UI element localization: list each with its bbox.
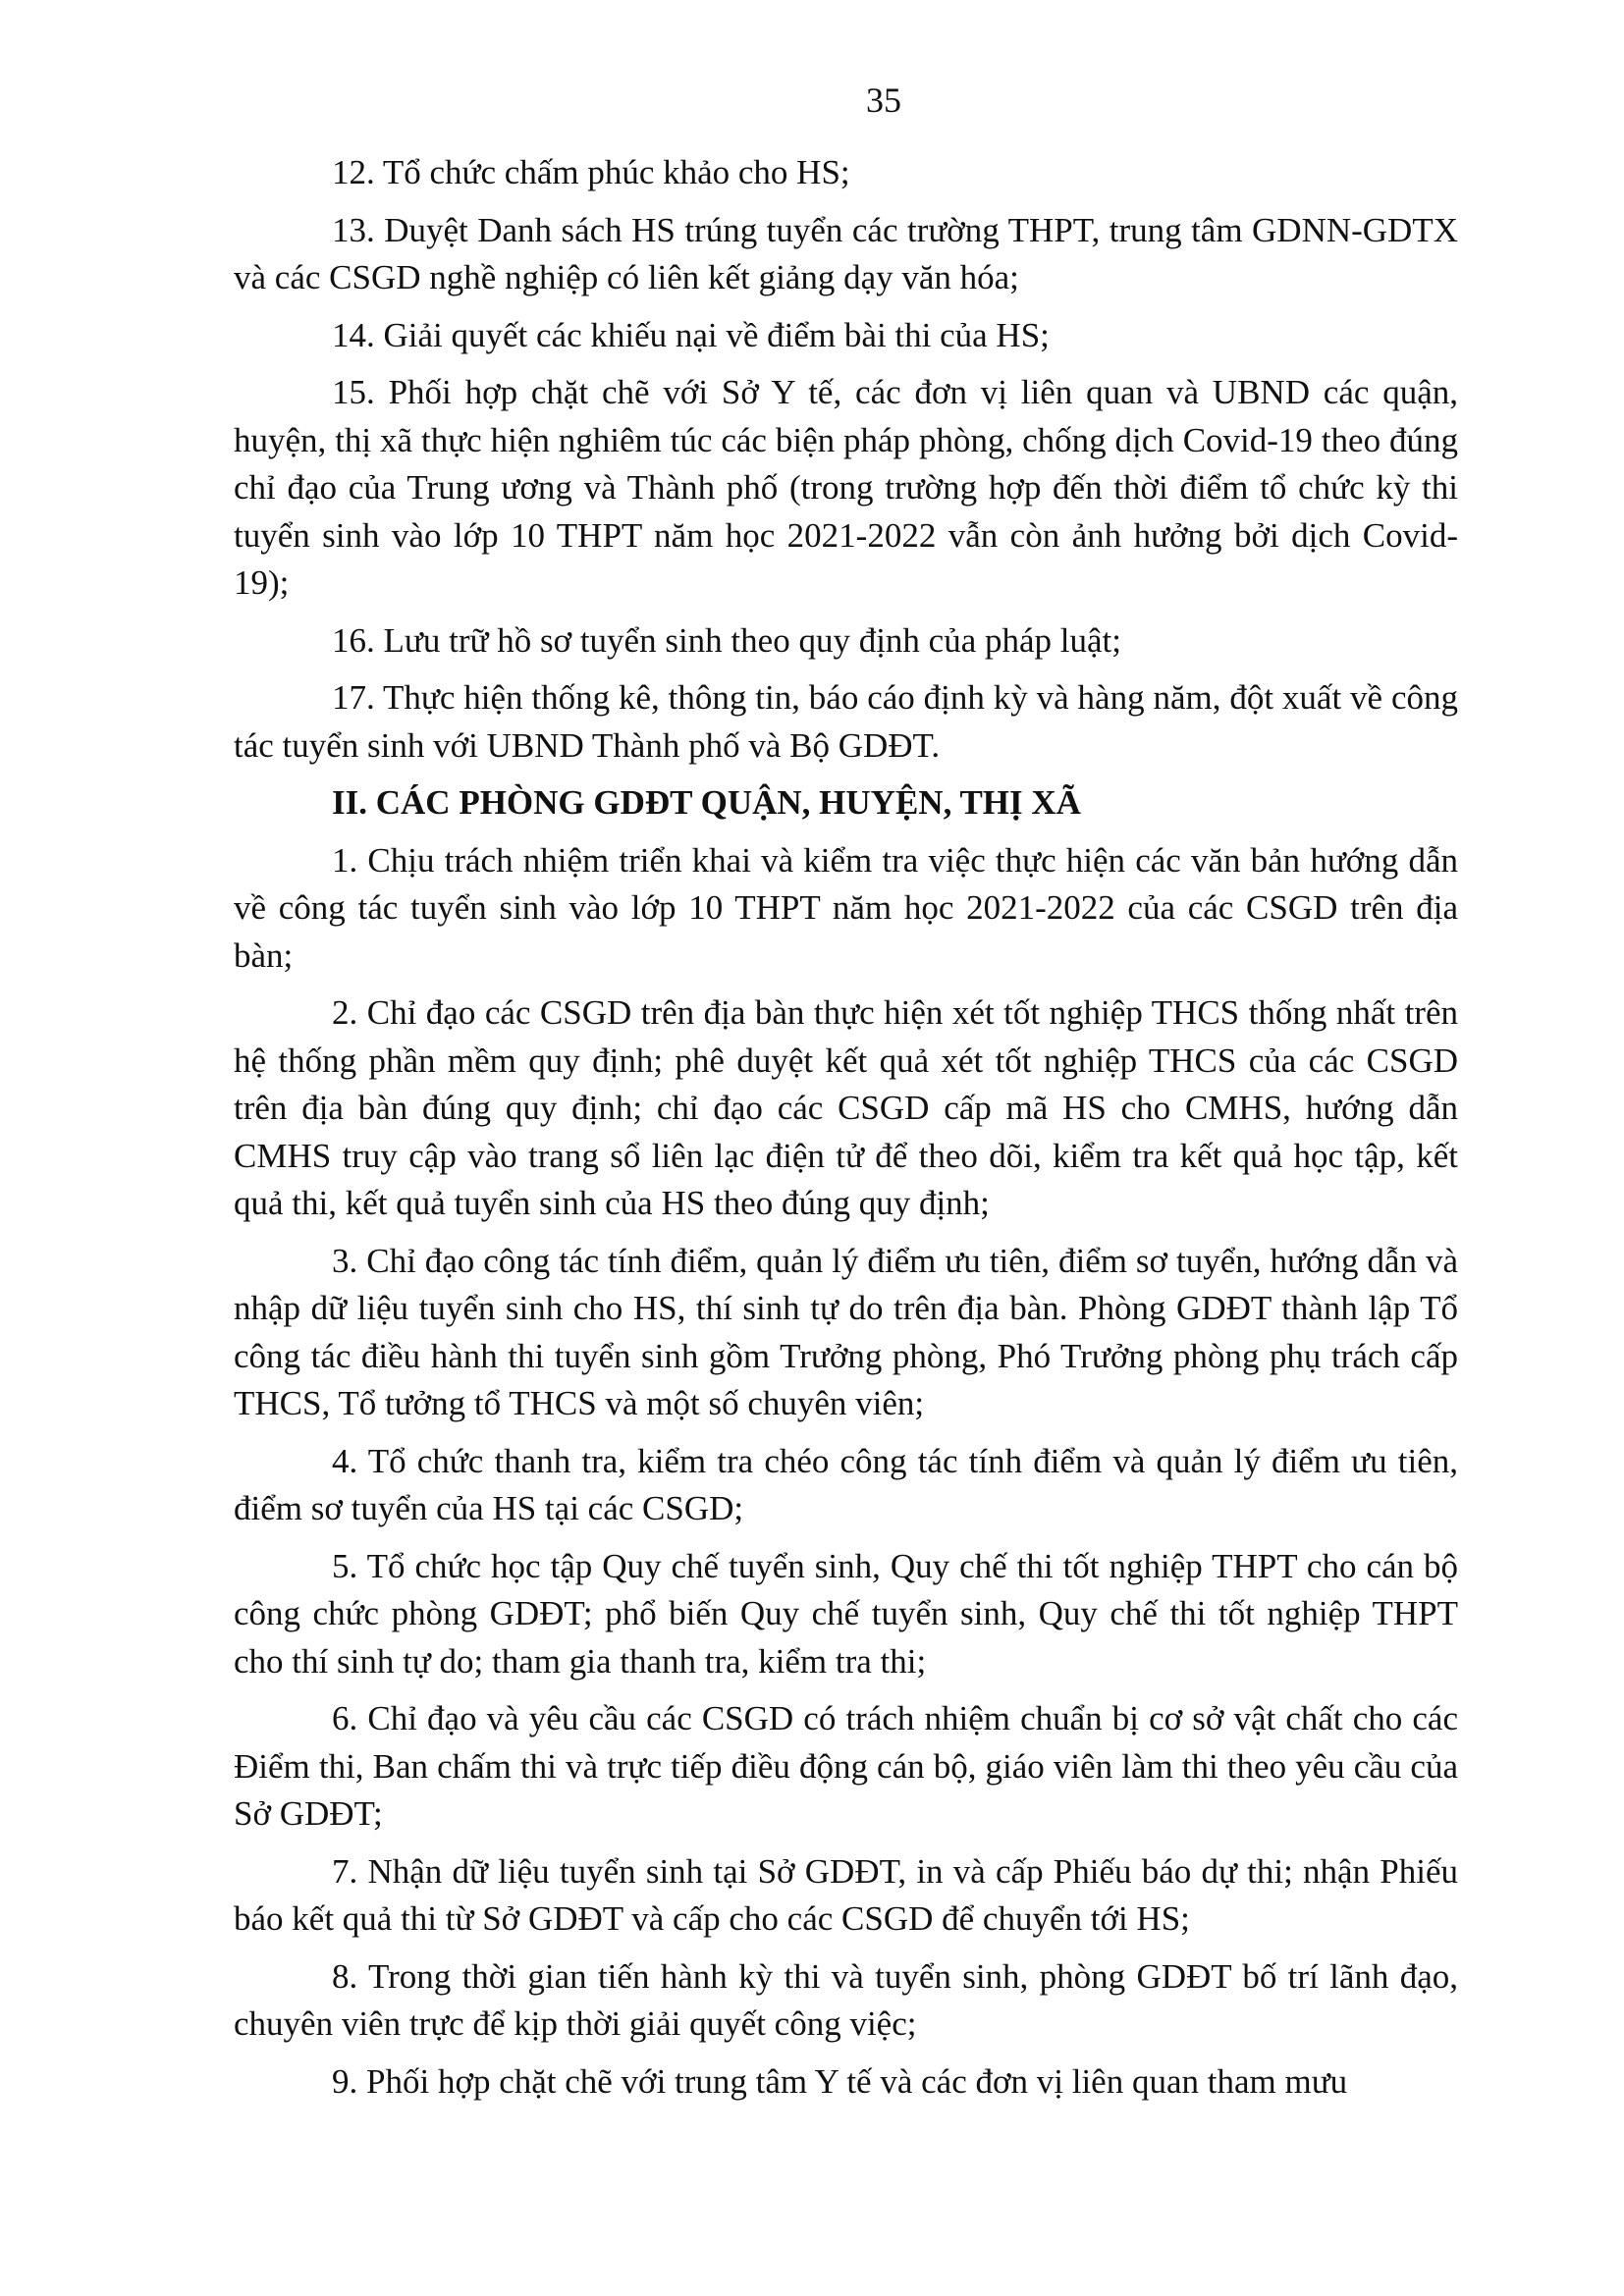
list-item: 5. Tổ chức học tập Quy chế tuyển sinh, Quy chế thi tốt nghiệp THPT cho cán bộ công chức phòng GDĐT; phổ biến Quy chế tuyển sinh, Quy chế thi tốt nghiệp THPT cho thí sinh tự do; tham gia thanh tra, kiểm tra thi; [234, 1546, 1458, 1681]
list-item: 15. Phối hợp chặt chẽ với Sở Y tế, các đơn vị liên quan và UBND các quận, huyện, thị xã thực hiện nghiêm túc các biện pháp phòng, chống dịch Covid-19 theo đúng chỉ đạo của Trung ương và Thành phố (trong trường hợp đến thời điểm tổ chức kỳ thi tuyển sinh vào lớp 10 THPT năm học 2021-2022 vẫn còn ảnh hưởng bởi dịch Covid-19); [234, 373, 1458, 602]
list-item: 16. Lưu trữ hồ sơ tuyển sinh theo quy định của pháp luật; [332, 620, 1121, 660]
list-item: 17. Thực hiện thống kê, thông tin, báo cáo định kỳ và hàng năm, đột xuất về công tác tuyển sinh với UBND Thành phố và Bộ GDĐT. [234, 678, 1458, 765]
list-item: 14. Giải quyết các khiếu nại về điểm bài thi của HS; [332, 315, 1050, 354]
list-item: 7. Nhận dữ liệu tuyển sinh tại Sở GDĐT, in và cấp Phiếu báo dự thi; nhận Phiếu báo kết quả thi từ Sở GDĐT và cấp cho các CSGD để chuyển tới HS; [234, 1851, 1458, 1938]
list-item: 4. Tổ chức thanh tra, kiểm tra chéo công tác tính điểm và quản lý điểm ưu tiên, điểm sơ tuyển của HS tại các CSGD; [234, 1441, 1458, 1527]
list-item: 13. Duyệt Danh sách HS trúng tuyển các trường THPT, trung tâm GDNN-GDTX và các CSGD nghề nghiệp có liên kết giảng dạy văn hóa; [234, 210, 1458, 296]
page-content [234, 149, 1458, 2115]
list-item: 9. Phối hợp chặt chẽ với trung tâm Y tế và các đơn vị liên quan tham mưu [332, 2061, 1348, 2101]
list-item: 8. Trong thời gian tiến hành kỳ thi và tuyển sinh, phòng GDĐT bố trí lãnh đạo, chuyên viên trực để kịp thời giải quyết công việc; [234, 1956, 1458, 2043]
page-number: 35 [866, 80, 901, 120]
list-item: 3. Chỉ đạo công tác tính điểm, quản lý điểm ưu tiên, điểm sơ tuyển, hướng dẫn và nhập dữ liệu tuyển sinh cho HS, thí sinh tự do trên địa bàn. Phòng GDĐT thành lập Tổ công tác điều hành thi tuyển sinh gồm Trưởng phòng, Phó Trưởng phòng phụ trách cấp THCS, Tổ tưởng tổ THCS và một số chuyên viên; [234, 1241, 1458, 1422]
list-item: 6. Chỉ đạo và yêu cầu các CSGD có trách nhiệm chuẩn bị cơ sở vật chất cho các Điểm thi, Ban chấm thi và trực tiếp điều động cán bộ, giáo viên làm thi theo yêu cầu của Sở GDĐT; [234, 1699, 1458, 1833]
list-item: 2. Chỉ đạo các CSGD trên địa bàn thực hiện xét tốt nghiệp THCS thống nhất trên hệ thống phần mềm quy định; phê duyệt kết quả xét tốt nghiệp THCS của các CSGD trên địa bàn đúng quy định; chỉ đạo các CSGD cấp mã HS cho CMHS, hướng dẫn CMHS truy cập vào trang sổ liên lạc điện tử để theo dõi, kiểm tra kết quả học tập, kết quả thi, kết quả tuyển sinh của HS theo đúng quy định; [234, 993, 1458, 1222]
section-heading: II. CÁC PHÒNG GDĐT QUẬN, HUYỆN, THỊ XÃ [332, 783, 1081, 822]
list-item: 1. Chịu trách nhiệm triển khai và kiểm tra việc thực hiện các văn bản hướng dẫn về công tác tuyển sinh vào lớp 10 THPT năm học 2021-2022 của các CSGD trên địa bàn; [234, 840, 1458, 975]
list-item: 12. Tổ chức chấm phúc khảo cho HS; [332, 153, 850, 191]
